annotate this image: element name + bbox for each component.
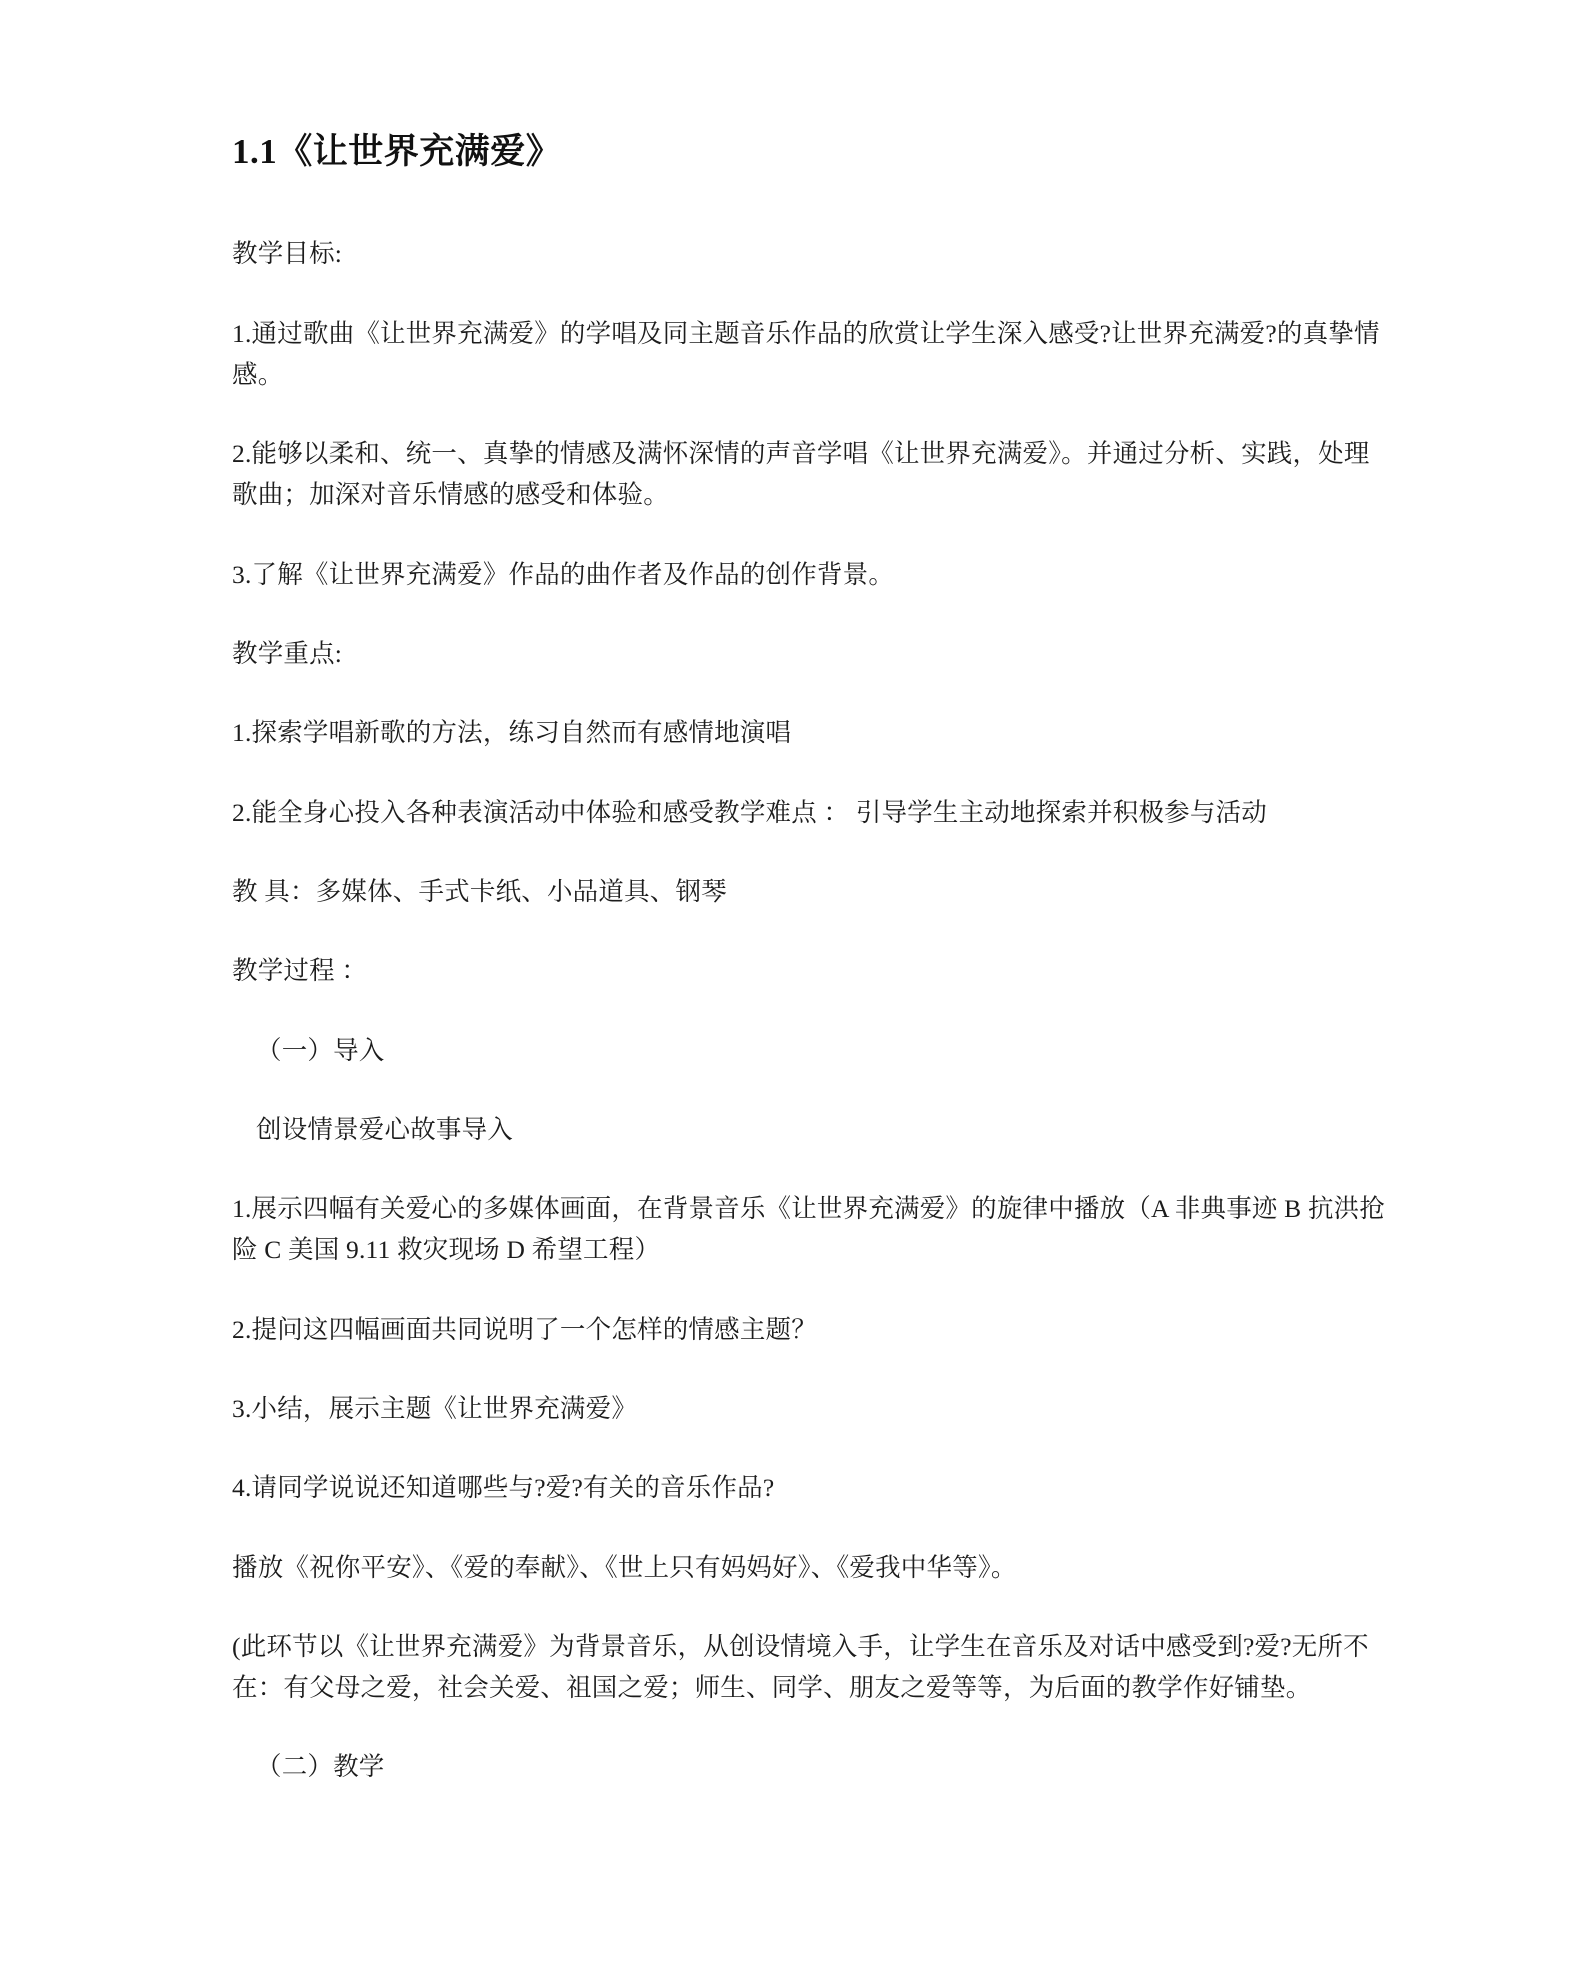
paragraph-intro-step-2: 2.提问这四幅画面共同说明了一个怎样的情感主题？: [232, 1314, 817, 1344]
paragraph-intro-step-1: 1.展示四幅有关爱心的多媒体画面，在背景音乐《让世界充满爱》的旋律中播放（A 非典事迹 B 抗洪抢险 C 美国 9.11 救灾现场 D 希望工程）: [232, 1194, 1386, 1265]
paragraph-objective-3: 3.了解《让世界充满爱》作品的曲作者及作品的创作背景。: [232, 559, 895, 589]
paragraph-objective-1: 1.通过歌曲《让世界充满爱》的学唱及同主题音乐作品的欣赏让学生深入感受?让世界充满爱?的真挚情感。: [232, 318, 1380, 389]
page-title: 1.1《让世界充满爱》: [232, 132, 562, 171]
paragraph-key-point-1: 1.探索学唱新歌的方法，练习自然而有感情地演唱: [232, 718, 792, 748]
paragraph-objective-2: 2.能够以柔和、统一、真挚的情感及满怀深情的声音学唱《让世界充满爱》。并通过分析、实践，处理歌曲；加深对音乐情感的感受和体验。: [232, 439, 1370, 510]
paragraph-intro-line: 创设情景爱心故事导入: [256, 1114, 514, 1144]
paragraph-key-points-heading: 教学重点:: [232, 639, 343, 669]
document-body: [232, 233, 1391, 1788]
paragraph-section-two: （二）教学: [256, 1752, 385, 1782]
paragraph-intro-step-3: 3.小结，展示主题《让世界充满爱》: [232, 1394, 638, 1423]
paragraph-section-one: （一）导入: [256, 1035, 385, 1065]
paragraph-process-heading: 教学过程 ：: [232, 956, 368, 986]
paragraph-key-point-2: 2.能全身心投入各种表演活动中体验和感受教学难点 ： 引导学生主动地探索并积极参与活动: [232, 797, 1267, 827]
paragraph-objectives-heading: 教学目标:: [232, 239, 343, 269]
paragraph-playlist: 播放《祝你平安》、《爱的奉献》、《世上只有妈妈好》、《爱我中华等》。: [232, 1552, 1017, 1582]
paragraph-note: (此环节以《让世界充满爱》为背景音乐，从创设情境入手，让学生在音乐及对话中感受到?爱?无所不在：有父母之爱，社会关爱、祖国之爱；师生、同学、朋友之爱等等，为后面的教学作好铺垫。: [232, 1631, 1369, 1703]
paragraph-teaching-aids: 教 具：多媒体、手式卡纸、小品道具、钢琴: [232, 876, 727, 906]
paragraph-intro-step-4: 4.请同学说说还知道哪些与?爱?有关的音乐作品?: [232, 1473, 775, 1503]
